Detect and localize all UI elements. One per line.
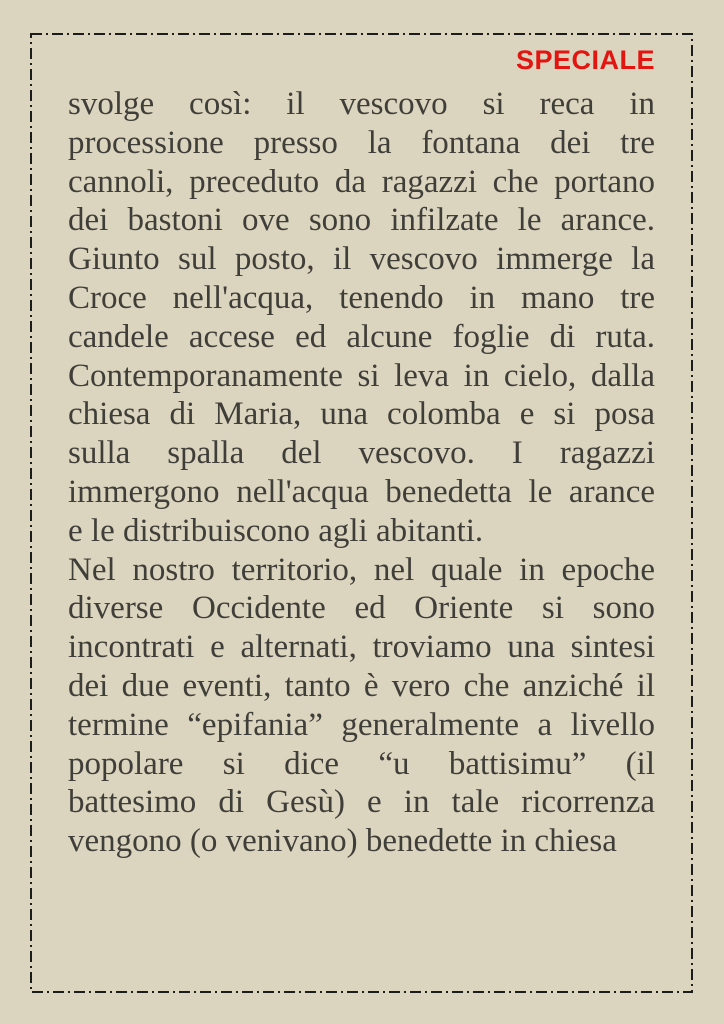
text-line: svolge così: il vescovo si reca in [68, 86, 655, 122]
text-line: processione presso la fontana dei tre [68, 124, 655, 161]
text-line: Giunto sul posto, il vescovo immerge la [68, 241, 655, 278]
text-line: vengono (o venivano) benedette in chiesa [68, 823, 617, 860]
text-line: dei bastoni ove sono infilzate le arance. [68, 202, 655, 239]
text-line: Croce nell'acqua, tenendo in mano tre [68, 279, 655, 316]
text-line: candele accese ed alcune foglie di ruta. [68, 318, 655, 355]
text-line: cannoli, preceduto da ragazzi che portano [68, 163, 655, 200]
text-line: Nel nostro territorio, nel quale in epoche [68, 551, 655, 588]
text-line: Contemporanamente si leva in cielo, dalla [68, 357, 655, 394]
text-line: incontrati e alternati, troviamo una sintesi [68, 629, 655, 666]
text-line: immergono nell'acqua benedetta le arance [68, 473, 655, 510]
text-line: termine “epifania” generalmente a livello [68, 706, 655, 743]
text-line: chiesa di Maria, una colomba e si posa [68, 396, 655, 433]
text-line: popolare si dice “u battisimu” (il [68, 745, 655, 782]
text-line: dei due eventi, tanto è vero che anziché il [68, 667, 655, 704]
text-line: sulla spalla del vescovo. I ragazzi [68, 435, 655, 472]
content-area [68, 45, 655, 861]
text-line: diverse Occidente ed Oriente si sono [68, 590, 655, 627]
section-label: SPECIALE [515, 45, 655, 75]
text-line: battesimo di Gesù) e in tale ricorrenza [68, 784, 655, 821]
text-line: e le distribuiscono agli abitanti. [68, 512, 484, 549]
body-text [68, 85, 655, 861]
